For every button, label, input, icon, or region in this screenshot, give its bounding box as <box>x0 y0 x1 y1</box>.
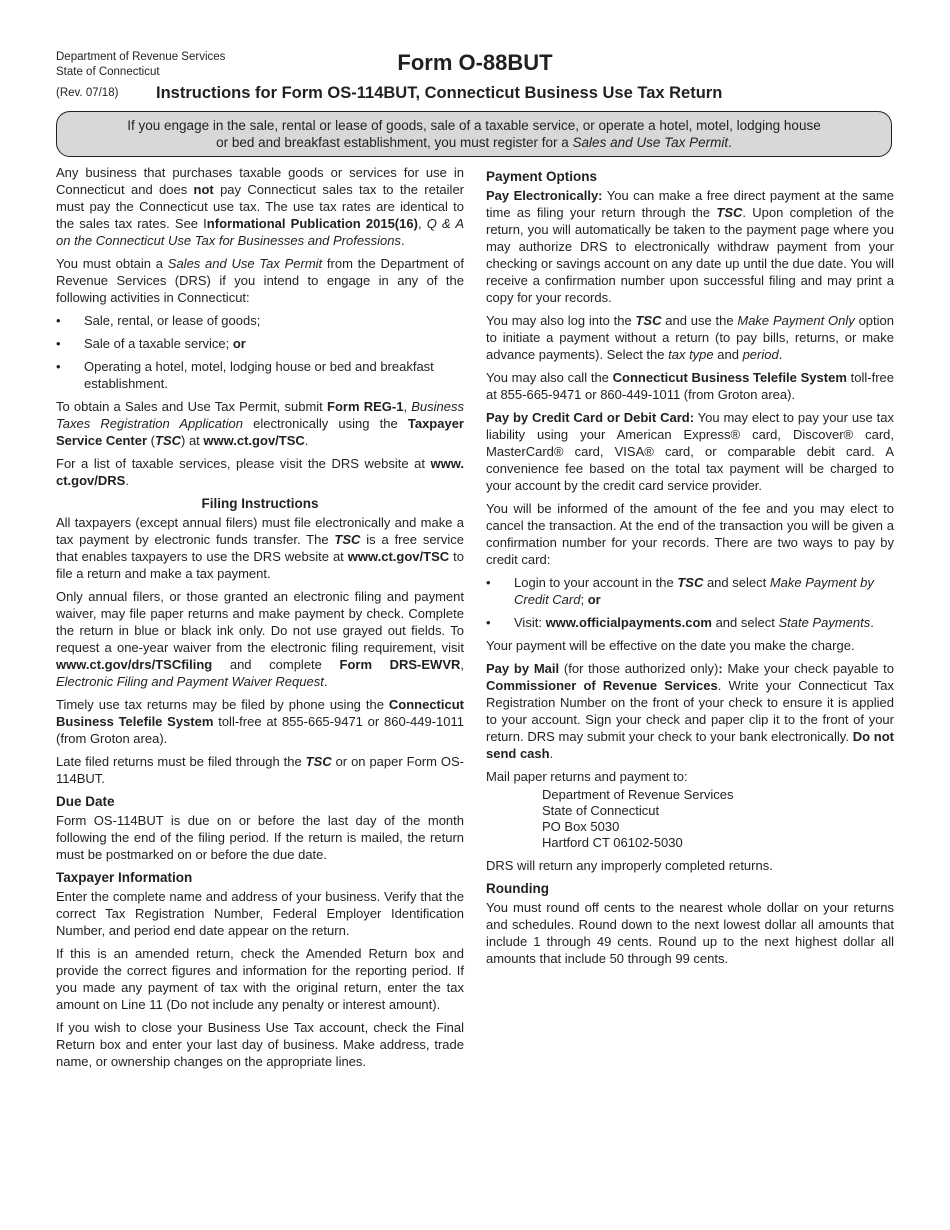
address-line-4: Hartford CT 06102-5030 <box>542 835 683 850</box>
drs-website-link[interactable]: www. ct.gov/DRS <box>56 456 464 488</box>
text-bold: or <box>587 592 601 607</box>
credit-card-paragraph <box>486 409 894 494</box>
tsc-link[interactable]: www.ct.gov/TSC <box>347 549 450 564</box>
electronic-filing-paragraph <box>56 514 464 582</box>
text-bold: Do not send cash <box>486 729 894 761</box>
list-item <box>56 358 464 392</box>
run-in-heading: Pay by Mail <box>486 661 560 676</box>
text: or on paper Form OS-114BUT. <box>56 754 464 786</box>
rounding-heading: Rounding <box>486 881 549 896</box>
bullet-icon: • <box>56 359 61 374</box>
left-column <box>56 164 464 1076</box>
text: . Write your Connecticut Tax Registration Number on the front of your check to ensure it is applied to your account. Sign your check and paper clip it to the front of your return. DRS may submit your check to your bank electronically. <box>486 678 895 744</box>
service-center-name: Taxpayer Service Center <box>56 416 464 448</box>
text: For a list of taxable services, please visit the DRS website at <box>56 456 431 471</box>
text: . Upon completion of the return, you will automatically be taken to the payment page where you may authorize DRS to electronically withdraw payment from your checking or savings account on any date up until the due date. You will receive a confirmation number upon successful filing and may print a copy for your records. <box>486 205 894 305</box>
text: . <box>870 615 874 630</box>
text: ; <box>580 592 588 607</box>
agency-line-2: State of Connecticut <box>56 66 160 78</box>
form-reference: Form REG-1 <box>327 399 404 414</box>
text: . <box>323 674 328 689</box>
tscfiling-link[interactable]: www.ct.gov/drs/TSCfiling <box>56 657 213 672</box>
text: is a free service that enables taxpayers to use the DRS website at <box>56 532 464 564</box>
text: Visit: <box>514 615 546 630</box>
text: Only annual filers, or those granted an electronic filing and payment waiver, may file paper returns and make payment by check. Complete the return in blue or black ink only. Do not use grayed out fields. To request a one-year waiver from the electronic filing requirement, visit <box>56 589 464 655</box>
telefile-system-name: Connecticut Business Telefile System <box>612 370 847 385</box>
permit-name: Sales and Use Tax Permit <box>167 256 323 271</box>
activities-list <box>56 312 464 392</box>
text: electronically using the <box>242 416 408 431</box>
form-title: Electronic Filing and Payment Waiver Request <box>56 674 324 689</box>
address-line-1: Department of Revenue Services <box>542 787 734 802</box>
text: Sale, rental, or lease of goods; <box>84 313 261 328</box>
option-name: Make Payment by Credit Card <box>514 575 874 607</box>
amended-return-paragraph: If this is an amended return, check the Amended Return box and provide the correct figures and information for the reporting period. If you made any payment of tax with the original return, enter the tax amount on Line 11 (Do not include any penalty or interest amount). <box>56 946 464 1012</box>
option-name: State Payments <box>778 615 871 630</box>
tsc-abbreviation: TSC <box>677 575 704 590</box>
final-return-paragraph: If you wish to close your Business Use Tax account, check the Final Return box and enter your last day of business. Make address, trade name, or ownership changes on the appropriate lines. <box>56 1020 464 1069</box>
text: Make your check payable to <box>722 661 894 676</box>
bullet-icon: • <box>486 615 491 630</box>
text: Sale of a taxable service; <box>84 336 233 351</box>
page-title: Instructions for Form OS-114BUT, Connecticut Business Use Tax Return <box>156 84 723 102</box>
payment-options-heading: Payment Options <box>486 169 598 184</box>
officialpayments-link[interactable]: www.officialpayments.com <box>545 615 712 630</box>
text: and complete <box>212 657 340 672</box>
text: Login to your account in the <box>514 575 678 590</box>
payee-name: Commissioner of Revenue Services <box>486 678 718 693</box>
permit-paragraph <box>56 255 464 306</box>
text: toll-free at 855-665-9471 or 860-449-1011 (from Groton area). <box>56 714 465 746</box>
form-number: Form O-88BUT <box>397 50 553 75</box>
reg-1-paragraph <box>56 398 464 449</box>
credit-card-methods-list <box>486 574 894 631</box>
text: . <box>400 233 405 248</box>
tsc-abbreviation: TSC <box>635 313 662 328</box>
text: pay Connecticut sales tax to the retailer must pay the Connecticut use tax. The use tax rates are identical to the sales tax rates. See I <box>56 182 465 231</box>
payment-effective-paragraph: Your payment will be effective on the date you make the charge. <box>486 638 855 653</box>
text: Timely use tax returns may be filed by phone using the <box>56 697 389 712</box>
taxpayer-information-heading: Taxpayer Information <box>56 870 193 885</box>
text: You may also call the <box>486 370 613 385</box>
notice-text-end: . <box>728 135 732 150</box>
text: , <box>403 399 412 414</box>
list-item <box>56 312 464 329</box>
field-name: period <box>742 347 779 362</box>
form-title: Business Taxes Registration Application <box>56 399 465 431</box>
text: Any business that purchases taxable goods or services for use in Connecticut and does <box>56 165 464 197</box>
filing-instructions-heading: Filing Instructions <box>201 496 319 511</box>
list-item <box>56 335 464 352</box>
text: You must obtain a <box>56 256 168 271</box>
taxpayer-info-paragraph: Enter the complete name and address of your business. Verify that the correct Tax Registration Number, Federal Employer Identification Number, and period end date appear on the return. <box>56 889 464 938</box>
text: and select <box>703 575 770 590</box>
text: . <box>125 473 129 488</box>
pay-by-mail-paragraph <box>486 660 894 762</box>
option-name: Make Payment Only <box>737 313 855 328</box>
tsc-abbreviation: TSC <box>334 532 361 547</box>
bullet-icon: • <box>56 313 61 328</box>
paper-filing-paragraph <box>56 588 464 690</box>
notice-permit-name: Sales and Use Tax Permit <box>572 135 729 150</box>
improper-returns-paragraph: DRS will return any improperly completed returns. <box>486 858 773 873</box>
text: , <box>417 216 427 231</box>
rounding-paragraph: You must round off cents to the nearest whole dollar on your returns and schedules. Round down to the next lowest dollar all amounts that include 1 through 49 cents. Round up to the next highest dollar all amounts that include 50 through 99 cents. <box>486 900 894 966</box>
tsc-abbreviation: TSC <box>716 205 743 220</box>
pay-electronically-paragraph <box>486 187 894 306</box>
right-column <box>486 164 894 973</box>
field-name: tax type <box>668 347 714 362</box>
telefile-payment-paragraph <box>486 369 894 403</box>
revision-date: (Rev. 07/18) <box>56 87 119 99</box>
text-bold: or <box>232 336 246 351</box>
notice-line-2 <box>57 134 891 151</box>
publication-title: Q & A on the Connecticut Use Tax for Businesses and Professions <box>56 216 465 248</box>
text: Operating a hotel, motel, lodging house or bed and breakfast establishment. <box>84 359 434 391</box>
use-tax-intro <box>56 164 464 249</box>
list-item <box>486 574 894 608</box>
text: , <box>460 657 465 672</box>
due-date-paragraph: Form OS-114BUT is due on or before the last day of the month following the end of the filing period. If the return is mailed, the return must be postmarked on or before the due date. <box>56 813 464 862</box>
text: and select <box>711 615 779 630</box>
text: option to initiate a payment without a return (to pay bills, returns, or make advance payments). Select the <box>486 313 894 362</box>
run-in-heading: Pay by Credit Card or Debit Card: <box>486 410 695 425</box>
mailing-address <box>486 787 894 851</box>
text: from the Department of Revenue Services (DRS) if you intend to engage in any of the following activities in Connecticut: <box>56 256 464 305</box>
taxable-services-paragraph <box>56 455 464 489</box>
telefile-paragraph <box>56 696 464 747</box>
text: You may elect to pay your use tax liability using your American Express® card, Discover® card, MasterCard® card, VISA® card, or comparable debit card. A convenience fee based on the total tax payment will be charged to your account by the credit card service provider. <box>486 410 894 493</box>
text: to file a return and make a tax payment. <box>56 549 464 581</box>
text: ) at <box>181 433 204 448</box>
text: To obtain a Sales and Use Tax Permit, submit <box>56 399 327 414</box>
text: . <box>549 746 554 761</box>
text-bold: not <box>193 182 214 197</box>
text: . <box>304 433 309 448</box>
text: toll-free at 855-665-9471 or 860-449-1011 (from Groton area). <box>486 370 894 402</box>
notice-line-1: If you engage in the sale, rental or lease of goods, sale of a taxable service, or operate a hotel, motel, lodging house <box>127 118 821 133</box>
text: and use the <box>661 313 738 328</box>
text: All taxpayers (except annual filers) must file electronically and make a tax payment by electronic funds transfer. The <box>56 515 464 547</box>
text: You can make a free direct payment at the same time as filing your return through the <box>486 188 894 220</box>
list-item <box>486 614 894 631</box>
agency-line-1: Department of Revenue Services <box>56 51 226 63</box>
address-line-3: PO Box 5030 <box>542 819 620 834</box>
notice-text: or bed and breakfast establishment, you must register for a <box>216 135 573 150</box>
make-payment-only-paragraph <box>486 312 894 363</box>
fee-notice-paragraph: You will be informed of the amount of the fee and you may elect to cancel the transaction. At the end of the transaction you will be given a confirmation number for your records. There are two ways to pay by credit card: <box>486 501 894 567</box>
text-bold: : <box>718 661 723 676</box>
address-line-2: State of Connecticut <box>542 803 660 818</box>
tsc-link[interactable]: www.ct.gov/TSC <box>203 433 305 448</box>
telefile-system-name: Connecticut Business Telefile System <box>56 697 464 729</box>
run-in-heading: Pay Electronically: <box>486 188 603 203</box>
registration-notice <box>56 111 892 157</box>
text: and <box>713 347 743 362</box>
due-date-heading: Due Date <box>56 794 115 809</box>
tsc-abbreviation: TSC <box>155 433 182 448</box>
text: You may also log into the <box>486 313 636 328</box>
text: ( <box>147 433 156 448</box>
text: . <box>778 347 783 362</box>
tsc-abbreviation: TSC <box>305 754 332 769</box>
form-reference: Form DRS-EWVR <box>339 657 461 672</box>
text: (for those authorized only) <box>559 661 719 676</box>
mail-to-label: Mail paper returns and payment to: <box>486 769 688 784</box>
text: Late filed returns must be filed through the <box>56 754 306 769</box>
publication-reference: nformational Publication 2015(16) <box>206 216 418 231</box>
bullet-icon: • <box>486 575 491 590</box>
late-filing-paragraph <box>56 753 464 787</box>
bullet-icon: • <box>56 336 61 351</box>
